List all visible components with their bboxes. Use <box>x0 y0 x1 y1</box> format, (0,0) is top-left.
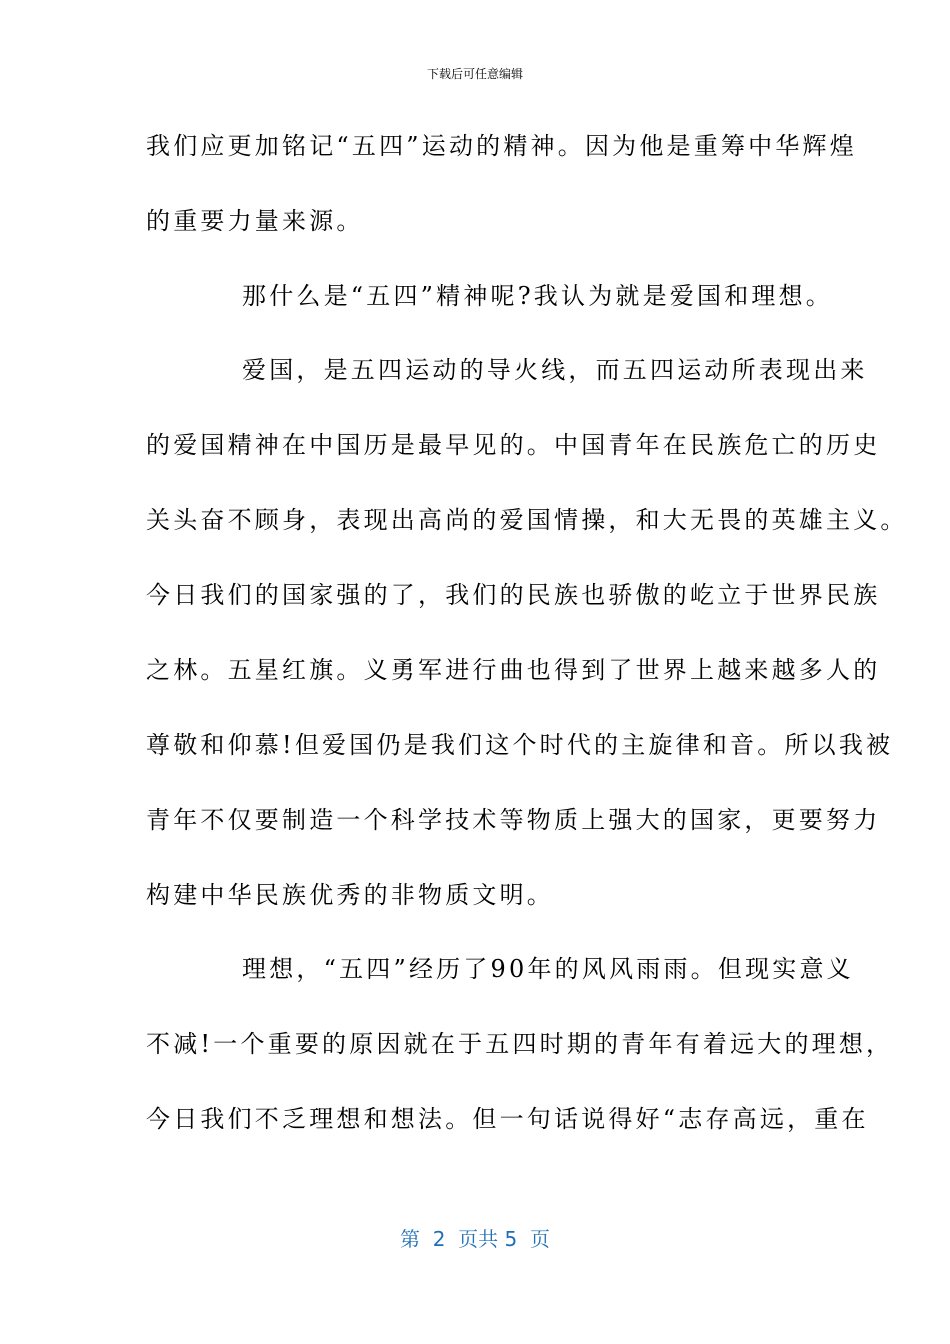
body-line-2: 的重要力量来源。 <box>146 207 364 235</box>
page-footer: 第 2 页共 5 页 <box>400 1227 550 1251</box>
body-line-3: 那什么是“五四”精神呢?我认为就是爱国和理想。 <box>242 282 834 310</box>
body-line-5: 的爱国精神在中国历是最早见的。中国青年在民族危亡的历史 <box>146 431 881 459</box>
body-line-13: 不减!一个重要的原因就在于五四时期的青年有着远大的理想， <box>146 1030 894 1058</box>
body-line-6: 关头奋不顾身，表现出高尚的爱国情操，和大无畏的英雄主义。 <box>146 506 908 534</box>
body-line-7: 今日我们的国家强的了，我们的民族也骄傲的屹立于世界民族 <box>146 581 881 609</box>
body-line-10: 青年不仅要制造一个科学技术等物质上强大的国家，更要努力 <box>146 806 881 834</box>
body-line-14: 今日我们不乏理想和想法。但一句话说得好“志存高远，重在 <box>146 1105 869 1133</box>
page-header: 下载后可任意编辑 <box>426 67 523 81</box>
body-line-9: 尊敬和仰慕!但爱国仍是我们这个时代的主旋律和音。所以我被 <box>146 731 894 759</box>
body-line-11: 构建中华民族优秀的非物质文明。 <box>146 881 554 909</box>
body-line-12: 理想，“五四”经历了90年的风风雨雨。但现实意义 <box>242 955 854 983</box>
body-line-4: 爱国，是五四运动的导火线，而五四运动所表现出来 <box>242 356 868 384</box>
body-line-8: 之林。五星红旗。义勇军进行曲也得到了世界上越来越多人的 <box>146 656 881 684</box>
body-line-1: 我们应更加铭记“五四”运动的精神。因为他是重筹中华辉煌 <box>146 132 857 160</box>
